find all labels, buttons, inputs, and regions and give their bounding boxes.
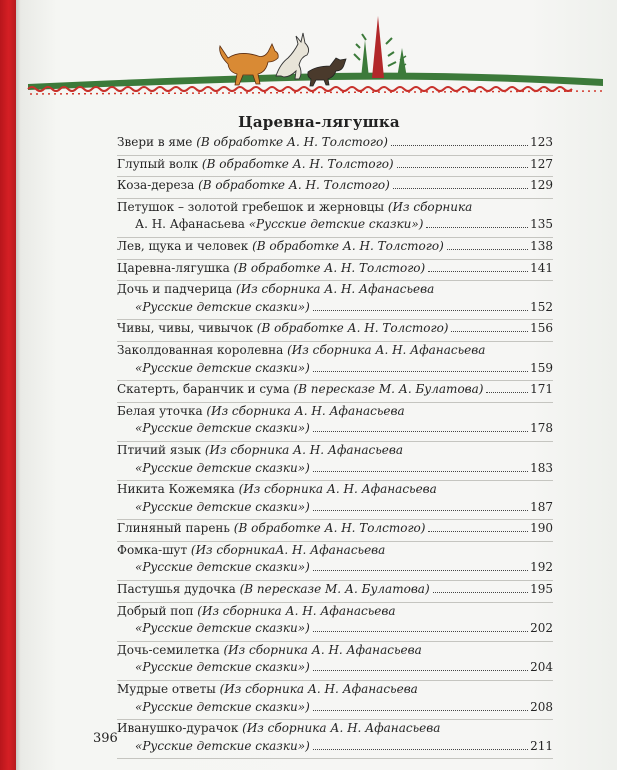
toc-entry-line xyxy=(117,156,553,174)
toc-entry-text xyxy=(117,134,388,152)
toc-entry xyxy=(117,156,553,178)
story-source-note: (Из сборника А. Н. Афанасьева xyxy=(236,282,435,297)
story-source-note: (В пересказе М. А. Булатова) xyxy=(293,382,484,397)
toc-entry-text xyxy=(135,620,310,638)
toc-entry xyxy=(117,642,553,681)
toc-entry xyxy=(117,720,553,759)
toc-entry-line xyxy=(117,216,553,234)
folk-ornament-banner xyxy=(0,0,617,110)
page-ref: 195 xyxy=(530,582,553,597)
story-title: Дочь-семилетка xyxy=(117,642,224,657)
toc-entry-line xyxy=(117,342,553,360)
dot-leader xyxy=(428,271,528,272)
toc-entry-line xyxy=(117,642,553,660)
dot-leader xyxy=(451,331,528,332)
story-source-note: «Русские детские сказки») xyxy=(135,299,310,314)
toc-entry xyxy=(117,281,553,320)
toc-entry-text xyxy=(117,442,403,460)
toc-entry-text xyxy=(135,360,310,378)
page-ref: 192 xyxy=(530,560,553,575)
story-title: Никита Кожемяка xyxy=(117,482,239,497)
story-title: Мудрые ответы xyxy=(117,682,220,697)
dot-leader xyxy=(313,310,528,311)
page-ref: 204 xyxy=(530,660,553,675)
toc-entry-text xyxy=(117,681,418,699)
page-ref: 211 xyxy=(530,738,553,753)
toc-entry-text xyxy=(117,199,472,217)
story-source-note: (В обработке А. Н. Толстого) xyxy=(198,178,390,193)
story-title: Коза-дереза xyxy=(117,178,199,193)
page-ref: 141 xyxy=(530,260,553,275)
story-source-note: (Из сборника А. Н. Афанасьева xyxy=(204,442,404,457)
dot-leader xyxy=(313,710,528,711)
story-title: Белая уточка xyxy=(117,403,207,418)
book-spine xyxy=(0,0,16,770)
page-ref: 208 xyxy=(530,699,553,714)
toc-entry-text xyxy=(135,299,310,317)
toc-entry-text xyxy=(117,177,390,195)
toc-entry xyxy=(117,520,553,542)
toc-entry-text xyxy=(135,460,310,478)
story-title: Звери в яме xyxy=(117,135,197,149)
toc-entry xyxy=(117,134,553,156)
page-ref: 183 xyxy=(530,460,553,475)
toc-entry-text xyxy=(135,499,310,517)
story-source-note: (В обработке А. Н. Толстого) xyxy=(201,156,394,171)
story-title: Добрый поп xyxy=(117,603,198,618)
story-title: Заколдованная королевна xyxy=(117,342,288,357)
story-source-note: «Русские детские сказки») xyxy=(135,621,310,636)
story-title: Птичий язык xyxy=(117,442,205,457)
story-source-note: «Русские детские сказки») xyxy=(135,699,310,714)
dot-leader xyxy=(433,592,528,593)
toc-entry-text xyxy=(117,342,485,360)
story-title: А. Н. Афанасьева xyxy=(135,217,249,232)
story-title: Лев, щука и человек xyxy=(117,238,253,253)
toc-entry xyxy=(117,681,553,720)
toc-entry-line xyxy=(117,738,553,756)
story-source-note: (В обработке А. Н. Толстого) xyxy=(256,321,449,336)
table-of-contents xyxy=(117,134,553,759)
dot-leader xyxy=(313,631,528,632)
toc-entry-line xyxy=(117,420,553,438)
toc-entry xyxy=(117,442,553,481)
toc-entry-line xyxy=(117,542,553,560)
story-title: Фомка-шут xyxy=(117,542,191,557)
dot-leader xyxy=(426,227,528,228)
toc-entry-line xyxy=(117,238,553,256)
toc-entry-line xyxy=(117,299,553,317)
toc-entry-text xyxy=(117,581,430,599)
story-source-note: «Русские детские сказки») xyxy=(248,217,424,232)
toc-entry-line xyxy=(117,199,553,217)
page-ref: 171 xyxy=(530,382,553,397)
toc-entry xyxy=(117,260,553,282)
toc-entry xyxy=(117,177,553,199)
dot-leader xyxy=(428,531,528,532)
toc-entry xyxy=(117,581,553,603)
toc-entry-line xyxy=(117,481,553,499)
story-title: Иванушко-дурачок xyxy=(117,721,243,736)
dot-leader xyxy=(313,670,528,671)
toc-entry-line xyxy=(117,281,553,299)
toc-entry-text xyxy=(135,699,310,717)
dot-leader xyxy=(486,392,528,393)
story-title: Глиняный парень xyxy=(117,521,234,536)
hare-figure xyxy=(276,33,309,79)
toc-entry-line xyxy=(117,699,553,717)
dot-leader xyxy=(313,510,528,511)
story-title: Петушок – золотой гребешок и жерновцы xyxy=(117,199,388,214)
story-source-note: (Из сборника А. Н. Афанасьева xyxy=(242,721,441,736)
toc-entry-line xyxy=(117,581,553,599)
toc-entry-line xyxy=(117,659,553,677)
toc-entry-line xyxy=(117,681,553,699)
dot-leader xyxy=(313,371,528,372)
toc-entry-text xyxy=(117,520,425,538)
story-source-note: «Русские детские сказки») xyxy=(135,560,310,575)
toc-entry-text xyxy=(117,542,385,560)
story-source-note: (В обработке А. Н. Толстого) xyxy=(196,135,388,149)
toc-entry xyxy=(117,238,553,260)
story-source-note: «Русские детские сказки») xyxy=(135,460,310,475)
story-title: Глупый волк xyxy=(117,156,202,171)
dot-leader xyxy=(397,167,528,168)
toc-entry xyxy=(117,320,553,342)
toc-entry-text xyxy=(117,238,444,256)
story-title: Чивы, чивы, чивычок xyxy=(117,321,257,336)
story-source-note: (В обработке А. Н. Толстого) xyxy=(233,521,426,536)
story-source-note: «Русские детские сказки») xyxy=(135,738,310,753)
story-title: Скатерть, баранчик и сума xyxy=(117,382,294,397)
dot-leader xyxy=(393,188,528,189)
toc-entry-line xyxy=(117,442,553,460)
page-ref: 187 xyxy=(530,499,553,514)
dot-leader xyxy=(313,749,528,750)
toc-entry-text xyxy=(117,603,396,621)
ornament-dot-row xyxy=(30,91,603,94)
ornament-red-wave xyxy=(28,87,572,91)
story-source-note: «Русские детские сказки») xyxy=(135,499,310,514)
story-source-note: (Из сборника xyxy=(387,199,473,214)
story-title: Дочь и падчерица xyxy=(117,282,237,297)
story-source-note: «Русские детские сказки») xyxy=(135,421,310,436)
story-source-note: «Русские детские сказки») xyxy=(135,660,310,675)
page-ref: 135 xyxy=(530,217,553,232)
toc-entry-text xyxy=(117,642,422,660)
toc-entry-text xyxy=(135,216,423,234)
toc-entry xyxy=(117,403,553,442)
toc-entry-line xyxy=(117,499,553,517)
toc-entry-line xyxy=(117,520,553,538)
toc-entry xyxy=(117,381,553,403)
story-source-note: (Из сборникаА. Н. Афанасьева xyxy=(190,542,386,557)
toc-entry-text xyxy=(135,659,310,677)
dog-figure xyxy=(308,58,346,86)
toc-entry-text xyxy=(117,156,394,174)
toc-entry-line xyxy=(117,620,553,638)
dot-leader xyxy=(313,431,528,432)
story-title: Царевна-лягушка xyxy=(117,260,234,275)
toc-entry xyxy=(117,199,553,238)
page-ref: 123 xyxy=(530,135,553,149)
toc-entry-text xyxy=(117,720,440,738)
page-number: 396 xyxy=(93,731,118,746)
toc-entry xyxy=(117,542,553,581)
page-ref: 190 xyxy=(530,521,553,536)
toc-entry xyxy=(117,603,553,642)
story-source-note: (Из сборника А. Н. Афанасьева xyxy=(206,403,405,418)
toc-entry-text xyxy=(117,403,405,421)
story-source-note: (В обработке А. Н. Толстого) xyxy=(252,238,444,253)
toc-entry-line xyxy=(117,460,553,478)
page-ref: 156 xyxy=(530,321,553,336)
toc-entry-text xyxy=(117,320,448,338)
toc-entry-line xyxy=(117,603,553,621)
story-source-note: (В пересказе М. А. Булатова) xyxy=(239,582,430,597)
toc-entry-text xyxy=(117,381,483,399)
toc-entry-line xyxy=(117,134,553,152)
toc-entry xyxy=(117,342,553,381)
fir-trees xyxy=(354,16,407,78)
toc-entry-line xyxy=(117,177,553,195)
toc-entry-line xyxy=(117,403,553,421)
toc-entry-line xyxy=(117,720,553,738)
page-ref: 129 xyxy=(530,178,553,193)
toc-entry-line xyxy=(117,360,553,378)
toc-entry-text xyxy=(117,260,425,278)
toc-entry-line xyxy=(117,320,553,338)
toc-entry xyxy=(117,481,553,520)
toc-entry-text xyxy=(117,481,437,499)
page-ref: 178 xyxy=(530,421,553,436)
dot-leader xyxy=(391,145,528,146)
story-source-note: (В обработке А. Н. Толстого) xyxy=(233,260,426,275)
page-ref: 159 xyxy=(530,360,553,375)
toc-entry-text xyxy=(135,559,310,577)
story-source-note: (Из сборника А. Н. Афанасьева xyxy=(197,603,396,618)
toc-entry-text xyxy=(117,281,434,299)
page-ref: 152 xyxy=(530,299,553,314)
toc-entry-line xyxy=(117,381,553,399)
toc-entry-line xyxy=(117,260,553,278)
dot-leader xyxy=(313,471,528,472)
toc-entry-text xyxy=(135,420,310,438)
story-title: Пастушья дудочка xyxy=(117,582,240,597)
section-title: Царевна-лягушка xyxy=(238,113,400,131)
story-source-note: (Из сборника А. Н. Афанасьева xyxy=(219,682,418,697)
dot-leader xyxy=(447,249,528,250)
page-ref: 202 xyxy=(530,621,553,636)
story-source-note: (Из сборника А. Н. Афанасьева xyxy=(287,342,486,357)
toc-entry-line xyxy=(117,559,553,577)
dot-leader xyxy=(313,570,528,571)
page-ref: 127 xyxy=(530,156,553,171)
story-source-note: (Из сборника А. Н. Афанасьева xyxy=(238,482,437,497)
toc-entry-text xyxy=(135,738,310,756)
story-source-note: «Русские детские сказки») xyxy=(135,360,310,375)
page-ref: 138 xyxy=(530,238,553,253)
story-source-note: (Из сборника А. Н. Афанасьева xyxy=(223,642,422,657)
